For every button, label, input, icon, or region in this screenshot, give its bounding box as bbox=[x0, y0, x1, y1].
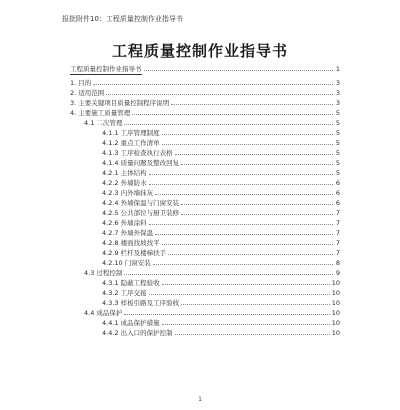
toc-entry-page: 1 bbox=[335, 65, 340, 73]
toc-entry-page: 10 bbox=[331, 289, 340, 297]
toc-entry-title: 4.2.8 楼面找坡找平 bbox=[102, 239, 160, 247]
toc-dot-leader bbox=[162, 278, 330, 285]
toc-dot-leader bbox=[175, 328, 330, 335]
toc-entry-title: 4.4.2 出入口的保护控制 bbox=[102, 329, 173, 337]
toc-entry-title: 4.3.1 隐蔽工程验收 bbox=[102, 279, 160, 287]
toc-entry-title: 4.1.1 工序管理制度 bbox=[102, 129, 160, 137]
toc-dot-leader bbox=[175, 148, 333, 155]
toc-entry-page: 10 bbox=[331, 309, 340, 317]
toc-entry-page: 10 bbox=[331, 329, 340, 337]
toc-entry[interactable] bbox=[70, 278, 340, 288]
toc-entry[interactable] bbox=[70, 128, 340, 138]
toc-entry-title: 3. 主要关键项目质量控制程序说明 bbox=[70, 99, 170, 107]
toc-entry[interactable] bbox=[70, 238, 340, 248]
toc-dot-leader bbox=[155, 228, 333, 235]
toc-entry[interactable] bbox=[70, 88, 340, 98]
toc-entry-title: 4.3.3 样板引路及工序验收 bbox=[102, 299, 180, 307]
toc-entry-title: 4.2.5 公共部位与厨卫装修 bbox=[102, 209, 180, 217]
toc-entry-title: 4.1.4 质量问题及整改回复 bbox=[102, 159, 180, 167]
toc-entry-page: 7 bbox=[335, 249, 340, 257]
toc-entry-page: 3 bbox=[335, 89, 340, 97]
toc-entry-title: 2. 适用范围 bbox=[70, 89, 105, 97]
toc-entry-title: 4.2.10 门窗安装 bbox=[102, 259, 151, 267]
toc-entry[interactable] bbox=[70, 208, 340, 218]
header-note: 报批附件10：工程质量控制作业指导书 bbox=[62, 15, 183, 23]
toc-entry-title: 4.1.2 重点工作清单 bbox=[102, 139, 160, 147]
toc-dot-leader bbox=[124, 268, 333, 275]
toc-entry[interactable] bbox=[70, 228, 340, 238]
toc-entry[interactable] bbox=[70, 98, 340, 108]
toc-entry[interactable] bbox=[70, 268, 340, 278]
toc-entry-page: 5 bbox=[335, 109, 340, 117]
toc-dot-leader bbox=[144, 64, 334, 71]
page-number: 1 bbox=[198, 396, 202, 403]
toc-dot-leader bbox=[149, 178, 333, 185]
toc-dot-leader bbox=[162, 138, 333, 145]
toc-entry-page: 5 bbox=[335, 139, 340, 147]
toc-entry-title: 4.4 成品保护 bbox=[84, 309, 123, 317]
toc-entry-title: 4.2.3 内外墙抹灰 bbox=[102, 189, 154, 197]
toc-dot-leader bbox=[181, 298, 330, 305]
toc-entry[interactable] bbox=[70, 218, 340, 228]
toc-entry-title: 4.2.1 主体结构 bbox=[102, 169, 147, 177]
table-of-contents bbox=[70, 64, 340, 338]
toc-entry[interactable] bbox=[70, 298, 340, 308]
toc-dot-leader bbox=[93, 78, 333, 85]
toc-entry-title: 工程质量控制作业指导书 bbox=[70, 65, 142, 73]
toc-entry[interactable] bbox=[70, 198, 340, 208]
toc-entry[interactable] bbox=[70, 178, 340, 188]
toc-entry[interactable] bbox=[70, 64, 340, 74]
toc-entry[interactable] bbox=[70, 78, 340, 88]
toc-entry-page: 5 bbox=[335, 169, 340, 177]
toc-dot-leader bbox=[155, 188, 333, 195]
toc-dot-leader bbox=[162, 318, 330, 325]
toc-entry[interactable] bbox=[70, 308, 340, 318]
toc-entry-title: 4.2.2 外墙防水 bbox=[102, 179, 147, 187]
toc-entry-title: 4. 主要施工质量管理 bbox=[70, 109, 131, 117]
toc-dot-leader bbox=[181, 158, 333, 165]
toc-entry-title: 4.1 二次管理 bbox=[84, 119, 123, 127]
toc-entry-title: 4.3 过程控制 bbox=[84, 269, 123, 277]
toc-entry-page: 7 bbox=[335, 229, 340, 237]
toc-entry-page: 10 bbox=[331, 279, 340, 287]
toc-entry-page: 7 bbox=[335, 219, 340, 227]
toc-entry-page: 7 bbox=[335, 209, 340, 217]
toc-entry-page: 3 bbox=[335, 79, 340, 87]
toc-entry-page: 5 bbox=[335, 159, 340, 167]
toc-entry-page: 6 bbox=[335, 179, 340, 187]
toc-entry[interactable] bbox=[70, 188, 340, 198]
toc-entry[interactable] bbox=[70, 318, 340, 328]
toc-entry[interactable] bbox=[70, 248, 340, 258]
toc-dot-leader bbox=[162, 238, 333, 245]
toc-entry[interactable] bbox=[70, 168, 340, 178]
toc-dot-leader bbox=[171, 98, 333, 105]
toc-entry[interactable] bbox=[70, 158, 340, 168]
toc-dot-leader bbox=[181, 208, 333, 215]
toc-entry-page: 10 bbox=[331, 319, 340, 327]
toc-entry-page: 10 bbox=[331, 299, 340, 307]
toc-entry-page: 5 bbox=[335, 149, 340, 157]
toc-entry-title: 4.2.6 外墙涂料 bbox=[102, 219, 147, 227]
toc-dot-leader bbox=[149, 168, 333, 175]
toc-dot-leader bbox=[124, 308, 329, 315]
toc-entry-title: 1. 目的 bbox=[70, 79, 92, 87]
toc-dot-leader bbox=[149, 218, 333, 225]
toc-entry-page: 7 bbox=[335, 239, 340, 247]
toc-entry[interactable] bbox=[70, 288, 340, 298]
toc-entry[interactable] bbox=[70, 148, 340, 158]
toc-entry[interactable] bbox=[70, 328, 340, 338]
toc-entry-page: 8 bbox=[335, 259, 340, 267]
toc-entry[interactable] bbox=[70, 118, 340, 128]
toc-dot-leader bbox=[168, 248, 333, 255]
toc-dot-leader bbox=[106, 88, 333, 95]
toc-dot-leader bbox=[181, 198, 333, 205]
toc-entry-title: 4.2.9 栏杆及楼梯扶手 bbox=[102, 249, 167, 257]
toc-entry-page: 3 bbox=[335, 99, 340, 107]
toc-dot-leader bbox=[153, 258, 333, 265]
toc-entry-title: 4.1.3 工序检查执行表格 bbox=[102, 149, 173, 157]
toc-dot-leader bbox=[149, 288, 330, 295]
toc-entry[interactable] bbox=[70, 108, 340, 118]
toc-entry[interactable] bbox=[70, 138, 340, 148]
toc-entry-title: 4.2.4 外墙保温与门窗安装 bbox=[102, 199, 180, 207]
toc-entry-title: 4.3.2 工序交接 bbox=[102, 289, 147, 297]
toc-entry-page: 6 bbox=[335, 199, 340, 207]
toc-entry-page: 5 bbox=[335, 119, 340, 127]
toc-entry-title: 4.4.1 成品保护措施 bbox=[102, 319, 160, 327]
document-title: 工程质量控制作业指导书 bbox=[111, 42, 288, 60]
toc-entry-title: 4.2.7 外墙外保温 bbox=[102, 229, 154, 237]
toc-dot-leader bbox=[132, 108, 333, 115]
toc-entry[interactable] bbox=[70, 258, 340, 268]
toc-entry-page: 6 bbox=[335, 189, 340, 197]
toc-dot-leader bbox=[162, 128, 333, 135]
toc-entry-page: 5 bbox=[335, 129, 340, 137]
toc-entry-page: 9 bbox=[335, 269, 340, 277]
toc-dot-leader bbox=[124, 118, 333, 125]
